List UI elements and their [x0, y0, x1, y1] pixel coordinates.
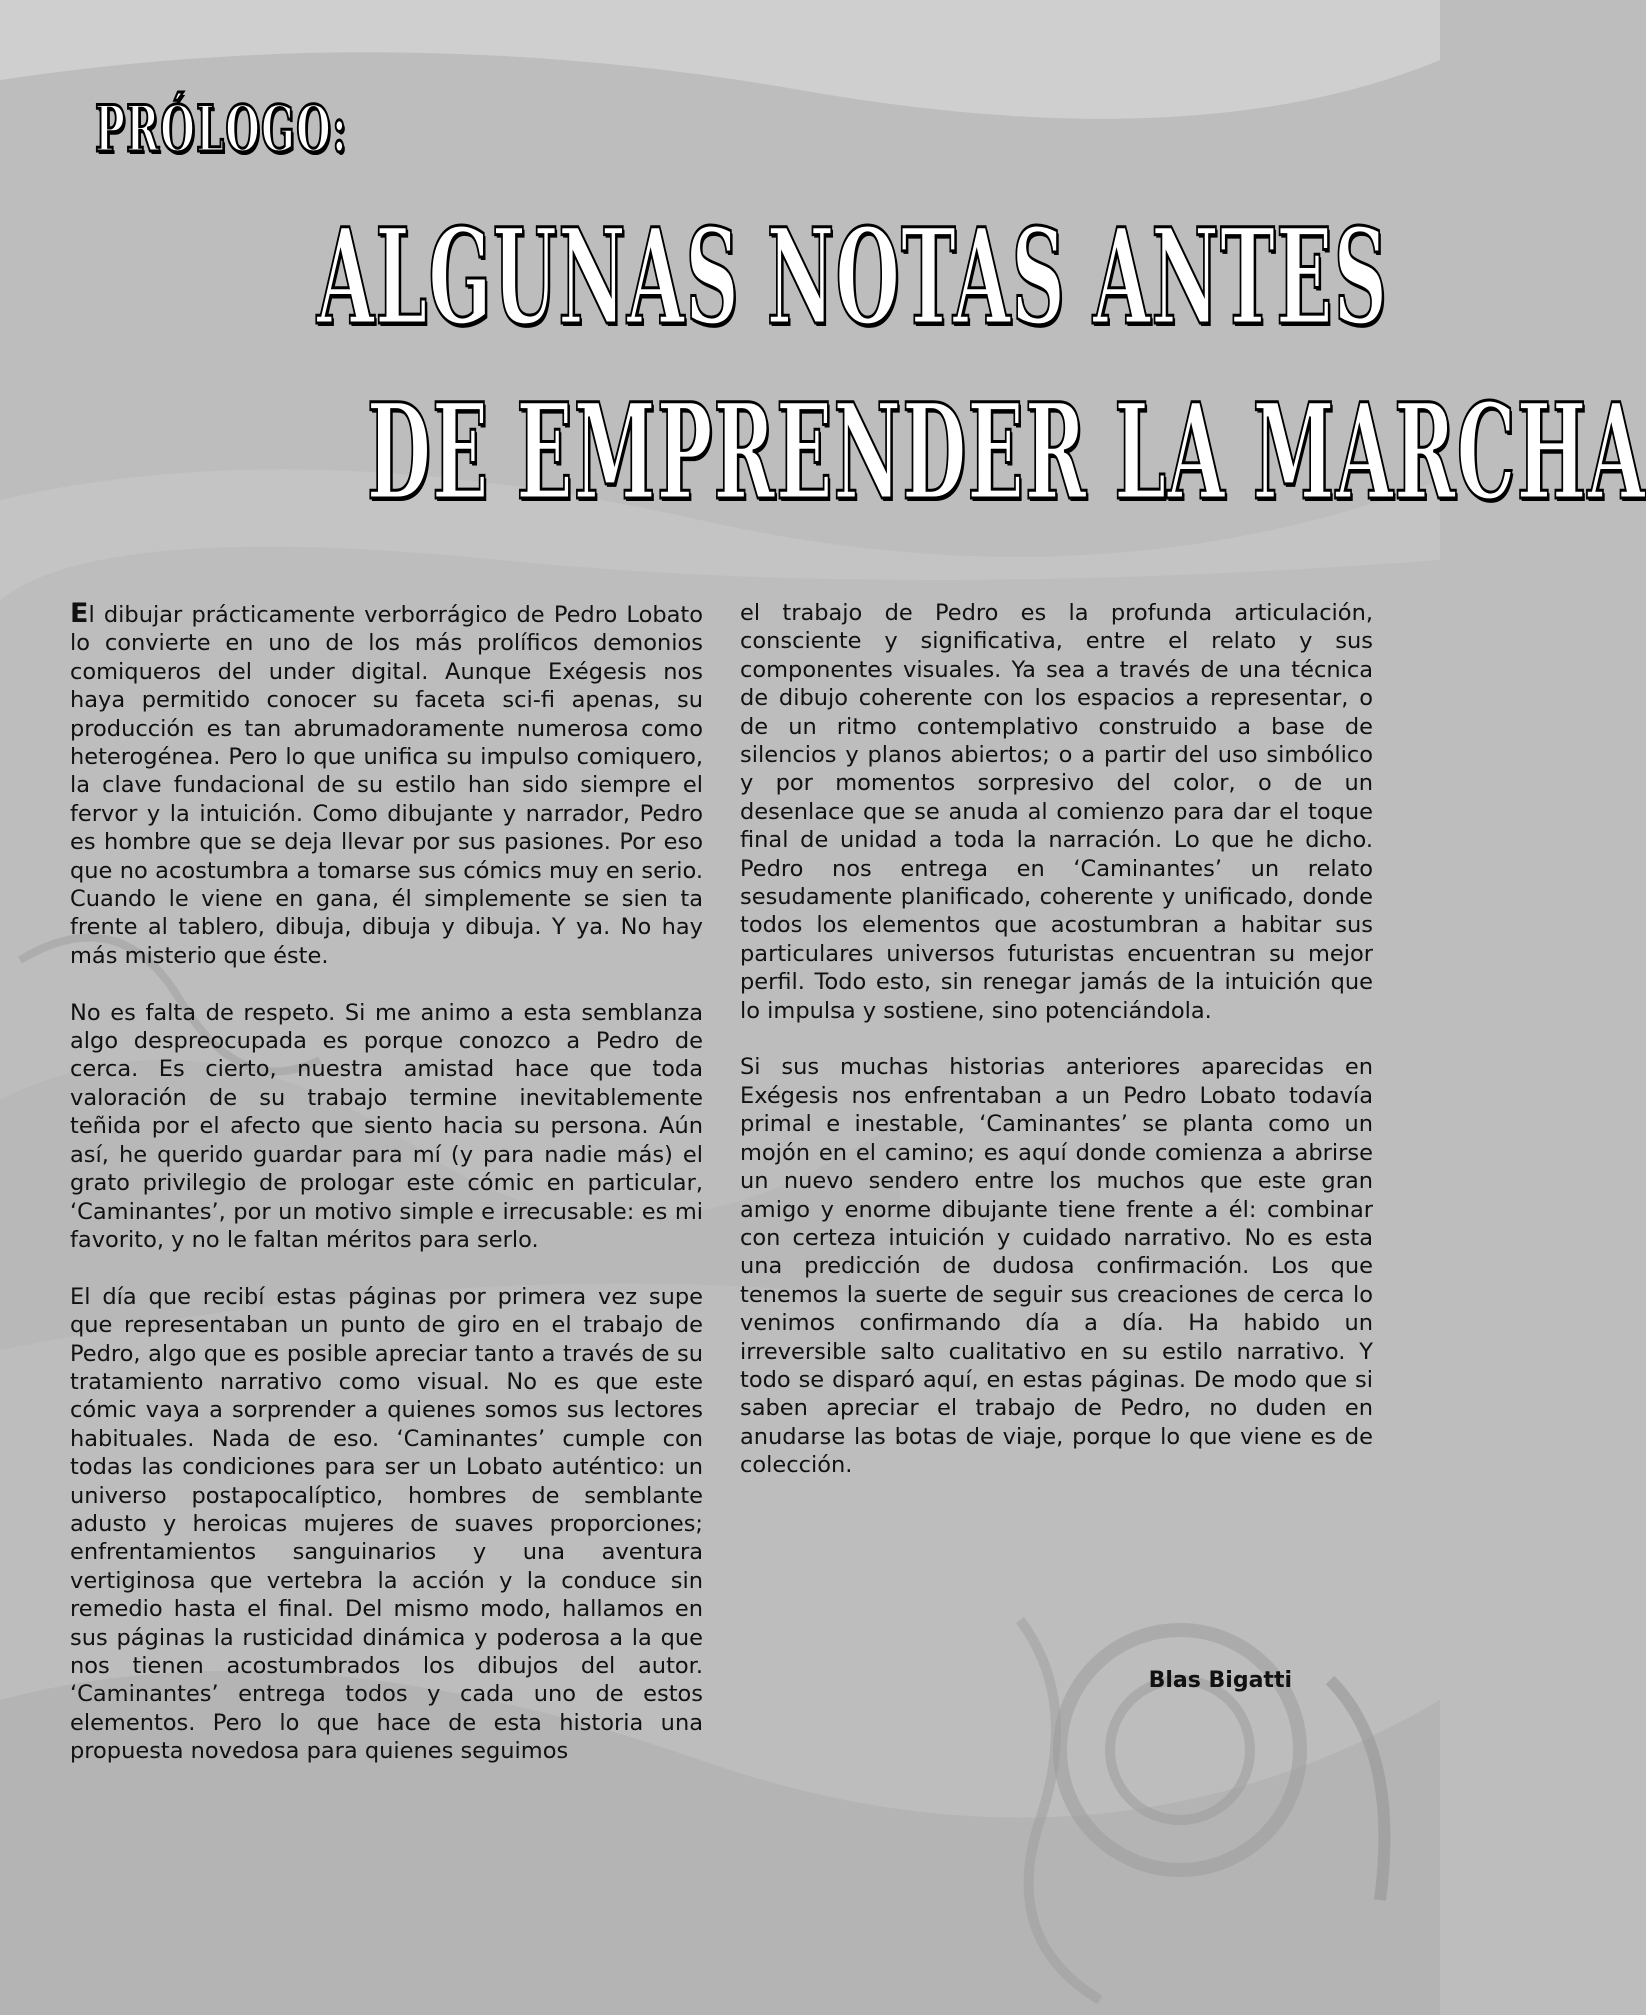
paragraph-5: Si sus muchas historias anteriores aparecidas en Exégesis nos enfrentaban a un Pedro Lobato todavía primal e inestable, ‘Caminantes’ se planta como un mojón en el camino; es aquí donde comienza a abrirse un nuevo sendero entre los muchos que este gran amigo y enorme dibujante tiene frente a él: combinar con certeza intuición y cuidado narrativo. No es esta una predicción de dudosa confirmación. Los que tenemos la suerte de seguir sus creaciones de cerca lo venimos confirmando día a día. Ha habido un irreversible salto cualitativo en su estilo narrativo. Y todo se disparó aquí, en estas páginas. De modo que si saben apreciar el trabajo de Pedro, no duden en anudarse las botas de viaje, porque lo que viene es de colección.: [740, 1054, 1373, 1479]
paragraph-3: El día que recibí estas páginas por primera vez supe que representaban un punto de giro en el trabajo de Pedro, algo que es posible apreciar tanto a través de su tratamiento narrativo como visual. No es que este cómic vaya a sorprender a quienes somos sus lectores habituales. Nada de eso. ‘Caminantes’ cumple con todas las condiciones para ser un Lobato auténtico: un universo postapocalíptico, hombres de semblante adusto y heroicas mujeres de suaves proporciones; enfrentamientos sanguinarios y una aventura vertiginosa que vertebra la acción y la conduce sin remedio hasta el final. Del mismo modo, hallamos en sus páginas la rusticidad dinámica y poderosa a la que nos tienen acostumbrados los dibujos del autor. ‘Caminantes’ entrega todos y cada uno de estos elementos. Pero lo que hace de esta historia una propuesta novedosa para quienes seguimos: [70, 1283, 703, 1765]
paragraph-1: [70, 600, 703, 970]
paragraph-2: No es falta de respeto. Si me animo a esta semblanza algo despreocupada es porque conozco a Pedro de cerca. Es cierto, nuestra amistad hace que toda valoración de su trabajo termine inevitablemente teñida por el afecto que siento hacia su persona. Aún así, he querido guardar para mí (y para nadie más) el grato privilegio de prologar este cómic en particular, ‘Caminantes’, por un motivo simple e irrecusable: es mi favorito, y no le faltan méritos para serlo.: [70, 999, 703, 1253]
prologue-heading: PRÓLOGO:: [95, 92, 348, 167]
author-signature: Blas Bigatti: [1148, 1668, 1292, 1693]
title-line-1: ALGUNAS NOTAS ANTES: [316, 200, 1389, 355]
title-line-2: DE EMPRENDER LA MARCHA: [366, 375, 1646, 530]
right-column: [740, 599, 1373, 1508]
paragraph-1-text: l dibujar prácticamente verborrágico de Pedro Lobato lo convierte en uno de los más prolíficos demonios comiqueros del under digital. Aunque Exégesis nos haya permitido conocer su faceta sci-fi apenas, su producción es tan abrumadoramente numerosa como heterogénea. Pero lo que unifica su impulso comiquero, la clave fundacional de su estilo han sido siempre el fervor y la intuición. Como dibujante y narrador, Pedro es hombre que se deja llevar por sus pasiones. Por eso que no acostumbra a tomarse sus cómics muy en serio. Cuando le viene en gana, él simplemente se sien ta frente al tablero, dibuja, dibuja y dibuja. Y ya. No hay más misterio que éste.: [70, 602, 703, 969]
paragraph-4: el trabajo de Pedro es la profunda articulación, consciente y significativa, entre el relato y sus componentes visuales. Ya sea a través de una técnica de dibujo coherente con los espacios a representar, o de un ritmo contemplativo construido a base de silencios y planos abiertos; o a partir del uso simbólico y por momentos sorpresivo del color, o de un desenlace que se anuda al comienzo para dar el toque final de unidad a toda la narración. Lo que he dicho. Pedro nos entrega en ‘Caminantes’ un relato sesudamente planificado, coherente y unificado, donde todos los elementos que acostumbran a habitar sus particulares universos futuristas encuentran su mejor perfil. Todo esto, sin renegar jamás de la intuición que lo impulsa y sostiene, sino potenciándola.: [740, 600, 1373, 1024]
drop-cap: E: [70, 598, 89, 629]
left-column: [70, 600, 703, 1794]
